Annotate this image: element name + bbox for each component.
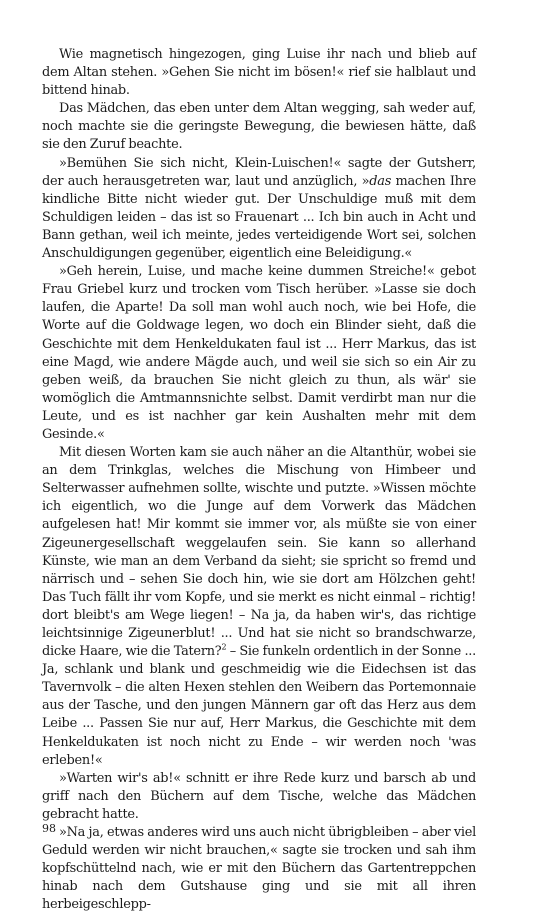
paragraph-2-text: Das Mädchen, das eben unter dem Altan wegging, sah weder auf, noch machte sie die geringste Bewegung, die bewiesen hätte, daß sie den Zuruf beachte. xyxy=(42,101,476,153)
paragraph-5-text-start: Mit diesen Worten kam sie auch näher an die Altanthür, wobei sie an dem Trinkglas, welches die Mischung von Himbeer und Selterwasser aufnehmen sollte, wischte und putzte. »Wissen möchte ich eigentlich, wo die Junge auf dem Vorwerk das Mädchen aufgelesen hat! Mir kommt sie immer vor, als müßte sie von einer Zigeunergesellschaft weggelaufen sein. Sie kann so allerhand Künste, wie man an dem Verband da sieht; sie spricht so fremd und närrisch und – sehen Sie doch hin, wie sie dort am Hölzchen geht! Das Tuch fällt ihr vom Kopfe, und sie merkt es nicht einmal – richtig! dort bleibt's am Wege liegen! – Na ja, da haben wir's, das richtige leichtsinnige Zigeunerblut! ... Und hat sie nicht so brandschwarze, dicke Haare, wie die Tatern? xyxy=(42,445,476,660)
paragraph-1-text: Wie magnetisch hingezogen, ging Luise ihr nach und blieb auf dem Altan stehen. »Gehen Sie nicht im bösen!« rief sie halblaut und bittend hinab. xyxy=(42,47,476,99)
paragraph-7-text: »Na ja, etwas anderes wird uns auch nicht übrigbleiben – aber viel Geduld werden wir nicht brauchen,« sagte sie trocken und sah ihm kopfschüttelnd nach, wie er mit den Büchern das Gartentreppchen hinab nach dem Gutshause ging und sie mit all ihren herbeigeschlepp- xyxy=(42,825,476,913)
paragraph-1 xyxy=(42,46,476,100)
paragraph-7 xyxy=(42,824,476,914)
emphasized-word: das xyxy=(369,173,392,189)
page-number: 98 xyxy=(42,822,56,835)
paragraph-5-text-end: – Sie funkeln ordentlich in der Sonne ... Ja, schlank und blank und geschmeidig wie die Eidechsen ist das Tavernvolk – die alten Hexen stehlen den Weibern das Portemonnaie aus der Tasche, und den jungen Männern gar oft das Herz aus dem Leibe ... Passen Sie nur auf, Herr Markus, die Geschichte mit dem Henkeldukaten ist noch nicht zu Ende – wir werden noch 'was erleben!« xyxy=(42,644,477,768)
paragraph-3-text-start: »Bemühen Sie sich nicht, Klein-Luischen!« sagte der Gutsherr, der auch herausgetreten war, laut und anzüglich, » xyxy=(42,155,476,189)
footnote-reference[interactable]: 2 xyxy=(221,642,227,652)
paragraph-6-text: »Warten wir's ab!« schnitt er ihre Rede kurz und barsch ab und griff nach den Büchern auf dem Tische, welche das Mädchen gebracht hatte. xyxy=(42,770,476,822)
paragraph-5 xyxy=(42,444,476,770)
paragraph-4 xyxy=(42,263,476,444)
paragraph-4-text: »Geh herein, Luise, und mache keine dummen Streiche!« gebot Frau Griebel kurz und trocken vom Tisch herüber. »Lasse sie doch laufen, die Aparte! Da soll man wohl auch noch, wie bei Hofe, die Worte auf die Goldwage legen, wo doch ein Blinder sieht, daß die Geschichte mit dem Henkeldukaten faul ist ... Herr Markus, das ist eine Magd, wie andere Mägde auch, und weil sie sich so ein Air zu geben weiß, da brauchen Sie nicht gleich zu thun, als wär' sie womöglich die Amtmannsnichte selbst. Damit verdirbt man nur die Leute, und es ist nachher gar kein Aushalten mehr mit dem Gesinde.« xyxy=(42,264,476,442)
paragraph-6 xyxy=(42,770,476,824)
paragraph-3 xyxy=(42,155,476,264)
book-page xyxy=(42,46,476,915)
paragraph-3-text-end: machen Ihre kindliche Bitte nicht wieder gut. Der Unschuldige muß mit dem Schuldigen leiden – das ist so Frauenart ... Ich bin auch in Acht und Bann gethan, weil ich meinte, jedes verteidigende Wort sei, solchen Anschuldigungen gegenüber, eigentlich eine Beleidigung.« xyxy=(42,173,477,262)
paragraph-2 xyxy=(42,100,476,154)
